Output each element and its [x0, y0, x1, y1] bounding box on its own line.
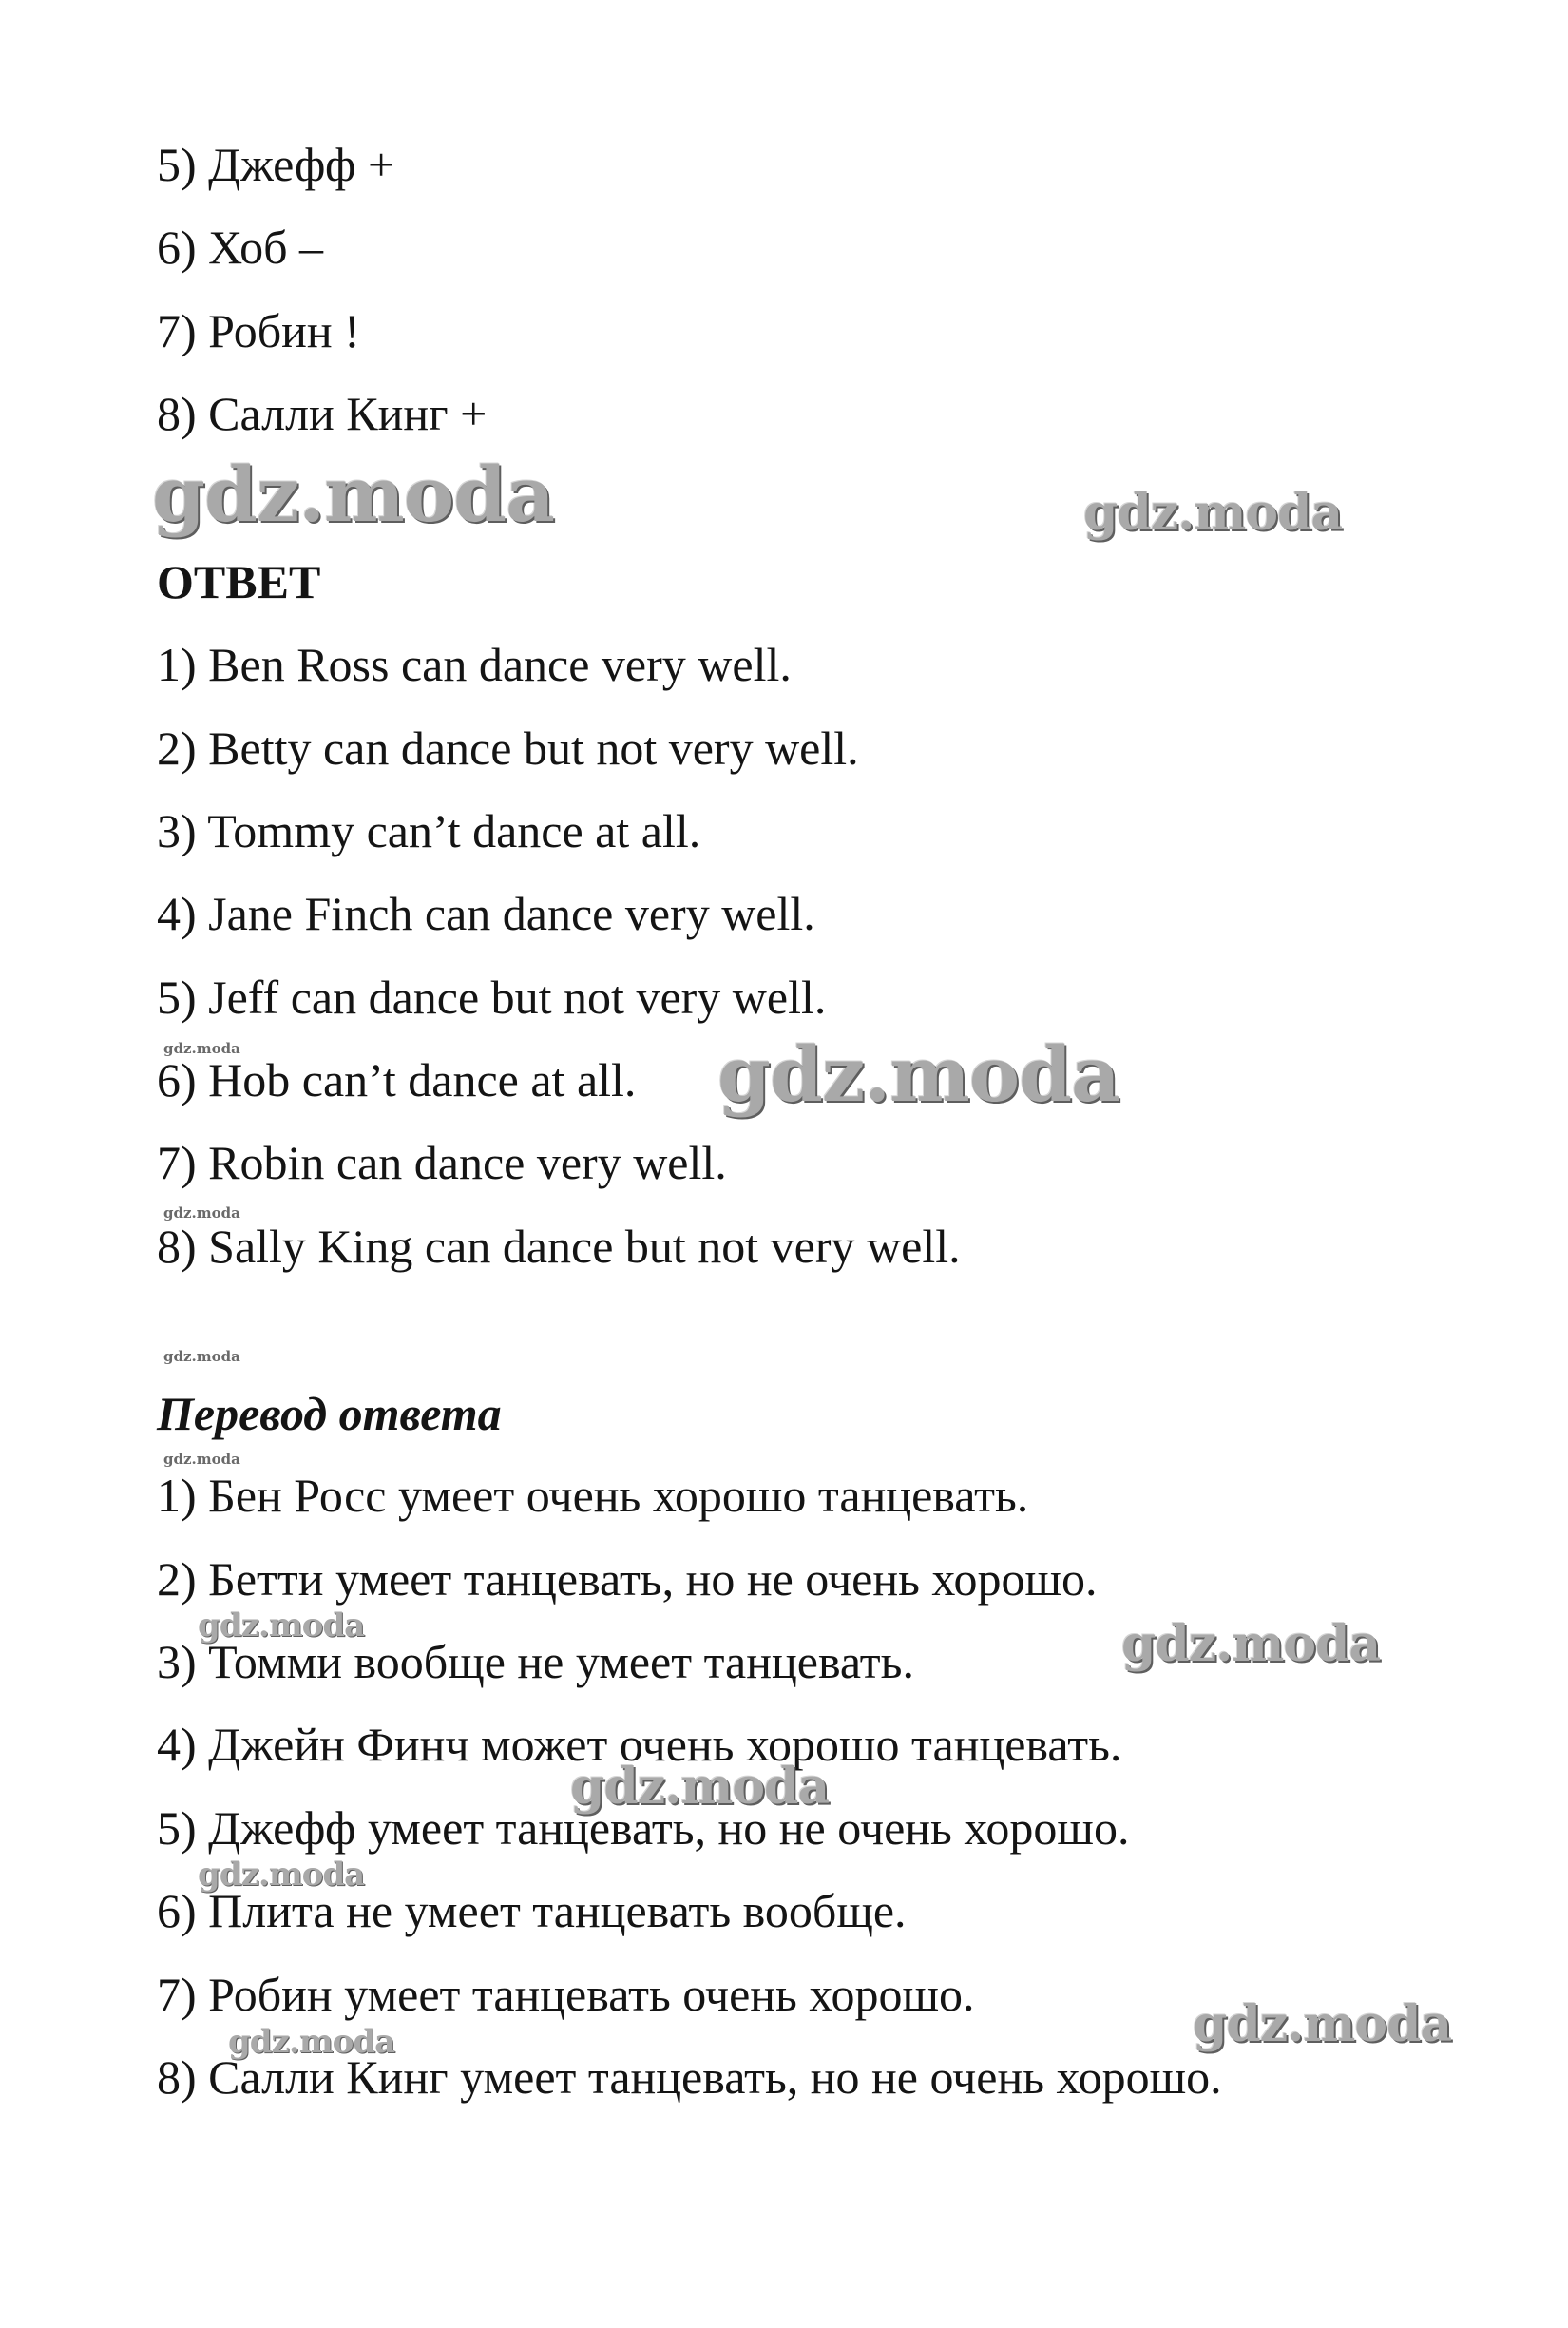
- watermark-logo: gdz.moda: [163, 1040, 240, 1057]
- translation-line-2: 2) Бетти умеет танцевать, но не очень хорошо.: [157, 1552, 1098, 1606]
- task-line-8: 8) Салли Кинг +: [157, 387, 488, 440]
- translation-line-6: 6) Плита не умеет танцевать вообще.: [157, 1884, 907, 1937]
- task-line-7: 7) Робин !: [157, 304, 360, 357]
- translation-line-3: 3) Томми вообще не умеет танцевать.: [157, 1635, 914, 1688]
- watermark-logo: gdz.moda: [198, 1856, 365, 1894]
- answer-line-6: 6) Hob can’t dance at all.: [157, 1053, 637, 1106]
- watermark-logo: gdz.moda: [163, 1204, 240, 1222]
- task-line-6: 6) Хоб –: [157, 221, 324, 274]
- watermark-logo: gdz.moda: [163, 1451, 240, 1468]
- watermark-logo: gdz.moda: [1083, 484, 1343, 542]
- translation-line-4: 4) Джейн Финч может очень хорошо танцевать.: [157, 1718, 1122, 1771]
- watermark-logo: gdz.moda: [717, 1029, 1119, 1119]
- watermark-logo: gdz.moda: [198, 1607, 365, 1645]
- answer-line-1: 1) Ben Ross can dance very well.: [157, 638, 792, 691]
- watermark-logo: gdz.moda: [1121, 1615, 1381, 1673]
- translation-line-5: 5) Джефф умеет танцевать, но не очень хорошо.: [157, 1801, 1130, 1855]
- translation-heading: Перевод ответа: [157, 1387, 502, 1440]
- answer-line-7: 7) Robin can dance very well.: [157, 1136, 727, 1189]
- watermark-logo: gdz.moda: [570, 1758, 830, 1816]
- answer-line-2: 2) Betty can dance but not very well.: [157, 721, 859, 775]
- watermark-logo: gdz.moda: [1193, 1995, 1452, 2053]
- translation-line-7: 7) Робин умеет танцевать очень хорошо.: [157, 1968, 975, 2021]
- translation-line-1: 1) Бен Росс умеет очень хорошо танцевать.: [157, 1469, 1029, 1522]
- task-line-5: 5) Джефф +: [157, 138, 395, 191]
- answer-heading: ОТВЕТ: [157, 555, 321, 608]
- answer-line-8: 8) Sally King can dance but not very well.: [157, 1220, 961, 1273]
- watermark-logo: gdz.moda: [228, 2023, 395, 2061]
- answer-line-4: 4) Jane Finch can dance very well.: [157, 887, 815, 940]
- watermark-logo: gdz.moda: [163, 1348, 240, 1365]
- answer-line-5: 5) Jeff can dance but not very well.: [157, 971, 827, 1024]
- translation-line-8: 8) Салли Кинг умеет танцевать, но не очень хорошо.: [157, 2050, 1222, 2104]
- watermark-logo: gdz.moda: [152, 450, 554, 539]
- answer-line-3: 3) Tommy can’t dance at all.: [157, 804, 701, 857]
